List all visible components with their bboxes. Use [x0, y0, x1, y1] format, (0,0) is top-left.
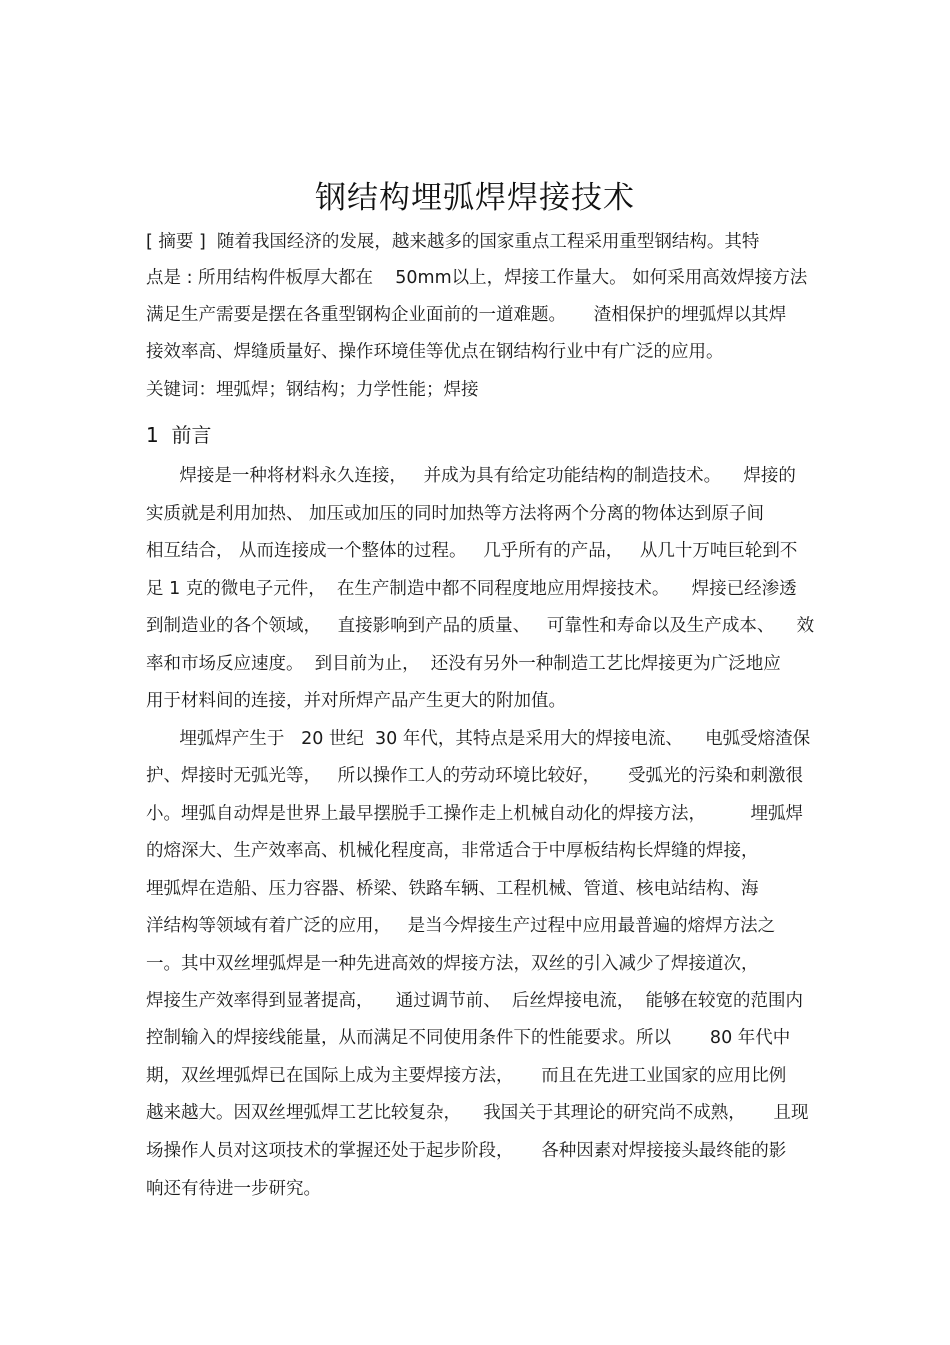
- abstract-line: 点是 : 所用结构件板厚大都在 50mm以上，焊接工作量大。 如何采用高效焊接方法: [146, 268, 808, 288]
- paragraph-line: 响还有待进一步研究。: [146, 1179, 321, 1199]
- paragraph-line: 的熔深大、生产效率高、机械化程度高，非常适合于中厚板结构长焊缝的焊接，: [146, 841, 759, 861]
- paragraph-line: 埋弧焊在造船、压力容器、桥梁、铁路车辆、工程机械、管道、核电站结构、海: [146, 879, 759, 899]
- paragraph-line: 到制造业的各个领域， 直接影响到产品的质量、 可靠性和寿命以及生产成本、 效: [146, 616, 815, 636]
- paragraph-line: 护、焊接时无弧光等， 所以操作工人的劳动环境比较好， 受弧光的污染和刺激很: [146, 766, 803, 786]
- paragraph-line: 相互结合， 从而连接成一个整体的过程。 几乎所有的产品， 从几十万吨巨轮到不: [146, 541, 798, 561]
- paragraph-line: 焊接生产效率得到显著提高， 通过调节前、 后丝焊接电流， 能够在较宽的范围内: [146, 991, 803, 1011]
- paragraph-line: 用于材料间的连接，并对所焊产品产生更大的附加值。: [146, 691, 566, 711]
- section-heading: 1 前言: [146, 423, 212, 447]
- paragraph-line: 期，双丝埋弧焊已在国际上成为主要焊接方法， 而且在先进工业国家的应用比例: [146, 1066, 787, 1086]
- paragraph-line: 小。埋弧自动焊是世界上最早摆脱手工操作走上机械自动化的焊接方法， 埋弧焊: [146, 804, 803, 824]
- paragraph-line: 越来越大。因双丝埋弧焊工艺比较复杂， 我国关于其理论的研究尚不成熟， 且现: [146, 1103, 809, 1123]
- paragraph-line: 率和市场反应速度。 到目前为止， 还没有另外一种制造工艺比焊接更为广泛地应: [146, 654, 781, 674]
- paragraph-line: 控制输入的焊接线能量，从而满足不同使用条件下的性能要求。所以 80 年代中: [146, 1028, 791, 1048]
- paragraph-line: 埋弧焊产生于 20 世纪 30 年代，其特点是采用大的焊接电流、 电弧受熔渣保: [146, 729, 811, 749]
- keywords-line: 关键词：埋弧焊；钢结构；力学性能；焊接: [146, 380, 479, 400]
- paragraph-line: 实质就是利用加热、 加压或加压的同时加热等方法将两个分离的物体达到原子间: [146, 504, 765, 524]
- paragraph-line: 一。其中双丝埋弧焊是一种先进高效的焊接方法，双丝的引入减少了焊接道次，: [146, 954, 759, 974]
- paragraph-line: 足 1 克的微电子元件， 在生产制造中都不同程度地应用焊接技术。 焊接已经渗透: [146, 579, 797, 599]
- abstract-line: 接效率高、焊缝质量好、操作环境佳等优点在钢结构行业中有广泛的应用。: [146, 342, 724, 362]
- abstract-line: 满足生产需要是摆在各重型钢构企业面前的一道难题。 渣相保护的埋弧焊以其焊: [146, 305, 787, 325]
- paragraph-line: 洋结构等领域有着广泛的应用， 是当今焊接生产过程中应用最普遍的熔焊方法之: [146, 916, 776, 936]
- document-title: 钢结构埋弧焊焊接技术: [315, 180, 635, 216]
- paragraph-line: 场操作人员对这项技术的掌握还处于起步阶段， 各种因素对焊接接头最终能的影: [146, 1141, 787, 1161]
- abstract-line: [ 摘要 ] 随着我国经济的发展，越来越多的国家重点工程采用重型钢结构。其特: [146, 232, 760, 252]
- paragraph-line: 焊接是一种将材料永久连接， 并成为具有给定功能结构的制造技术。 焊接的: [146, 466, 796, 486]
